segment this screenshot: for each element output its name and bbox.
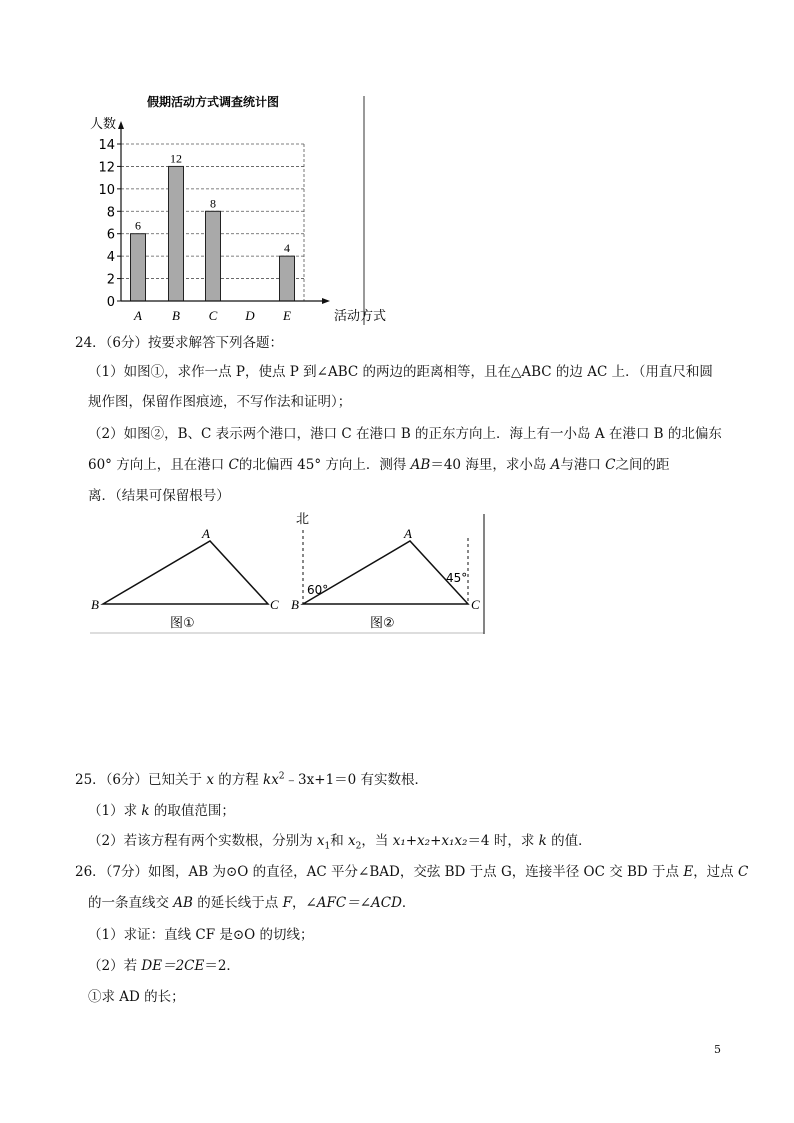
category-label-e: E xyxy=(283,308,291,323)
bar-c xyxy=(206,211,221,301)
q26-line1 xyxy=(75,863,748,881)
q24-var-ab: AB xyxy=(410,457,431,473)
y-tick-label: 10 xyxy=(98,182,115,198)
q26-text: ，过点 xyxy=(693,864,738,880)
q25-text: （1）求 xyxy=(88,803,142,819)
q25-text: 的方程 xyxy=(213,772,264,788)
q25-heading xyxy=(75,771,428,789)
y-tick-label: 14 xyxy=(98,138,115,153)
q24-text: 60° 方向上，且在港口 xyxy=(88,457,229,473)
data-label-b: 12 xyxy=(170,151,182,166)
q26-text: ． xyxy=(401,895,416,911)
q26-var-e: E xyxy=(683,864,694,880)
x-axis-label: 活动方式 xyxy=(334,309,387,324)
y-tick-label: 0 xyxy=(106,295,115,310)
fig2-angle-45: 45° xyxy=(446,571,468,585)
q25-square: 2 xyxy=(278,771,285,782)
data-label-a: 6 xyxy=(135,218,141,233)
fig1-caption: 图① xyxy=(170,616,195,631)
q25-var-x: x xyxy=(316,833,325,849)
q26-text: （2）若 xyxy=(88,958,142,974)
bar-chart xyxy=(0,0,794,330)
q24-part2-line1: （2）如图②，B、C 表示两个港口，港口 C 在港口 B 的正东方向上．海上有一小岛 A 在港口 B 的北偏东 xyxy=(88,426,722,442)
q24-var-c: C xyxy=(228,457,239,473)
q24-part1-line1: （1）如图①，求作一点 P，使点 P 到∠ABC 的两边的距离相等，且在△ABC 的边 AC 上．（用直尺和圆 xyxy=(88,364,713,380)
fig2-label-b: B xyxy=(291,597,299,612)
q26-text: 26．（7分）如图，AB 为⊙O 的直径，AC 平分∠BAD，交弦 BD 于点 G，连接半径 OC 交 BD 于点 xyxy=(75,864,684,880)
category-label-a: A xyxy=(134,308,142,323)
q26-expression: DE＝2CE xyxy=(141,958,205,974)
q24-heading: 24．（6分）按要求解答下列各题： xyxy=(75,335,284,351)
q25-part1 xyxy=(88,802,235,820)
q24-part1-line2: 规作图，保留作图痕迹，不写作法和证明）； xyxy=(88,394,352,410)
fig1-label-a: A xyxy=(202,526,210,541)
q26-line2 xyxy=(88,894,415,912)
q25-text: 的值． xyxy=(546,833,592,849)
q24-var-a: A xyxy=(550,457,561,473)
fig2-label-c: C xyxy=(471,597,480,612)
q24-text: ＝40 海里，求小岛 xyxy=(430,457,551,473)
q26-part2 xyxy=(88,957,240,975)
q25-var-x: x xyxy=(348,833,356,849)
x-axis-arrow xyxy=(322,298,330,304)
y-tick-label: 4 xyxy=(106,250,115,266)
q26-text: 的延长线于点 xyxy=(192,895,283,911)
fig2-angle-60: 60° xyxy=(307,583,329,597)
q25-text: 25．（6分）已知关于 xyxy=(75,772,207,788)
y-tick-label: 8 xyxy=(106,205,115,221)
q24-part2-line3: 离．（结果可保留根号） xyxy=(88,488,230,504)
category-label-d: D xyxy=(245,308,255,323)
q26-var-c: C xyxy=(737,864,749,880)
q26-text: ＝2． xyxy=(204,958,240,974)
q25-text: 的取值范围； xyxy=(149,803,235,819)
fig2-label-a: A xyxy=(404,526,412,541)
q26-angle-eq: ∠AFC＝∠ACD xyxy=(305,895,402,911)
bar-b xyxy=(169,166,184,301)
q26-text: ， xyxy=(291,895,306,911)
q25-text: ，当 xyxy=(361,833,393,849)
y-tick-label: 6 xyxy=(106,227,115,243)
fig2-caption: 图② xyxy=(370,616,395,631)
q25-text: （2）若该方程有两个实数根，分别为 xyxy=(88,833,317,849)
category-label-b: B xyxy=(172,308,180,323)
y-tick-label: 12 xyxy=(98,160,115,176)
q26-var-ab: AB xyxy=(173,895,193,911)
q25-var-k: k xyxy=(141,803,150,819)
y-axis-arrow xyxy=(118,121,124,129)
figures xyxy=(0,510,794,640)
q26-part1: （1）求证：直线 CF 是⊙O 的切线； xyxy=(88,927,314,943)
q24-text: 与港口 xyxy=(560,457,606,473)
bar-e xyxy=(280,256,295,301)
fig1-label-b: B xyxy=(91,597,99,612)
chart-title: 假期活动方式调查统计图 xyxy=(146,95,280,109)
q25-expression: x₁+x₂+x₁x₂ xyxy=(392,833,468,849)
q25-text: ﹣3x+1＝0 有实数根． xyxy=(284,772,429,788)
q25-text: 和 xyxy=(330,833,349,849)
category-label-c: C xyxy=(208,308,218,323)
y-tick-label: 2 xyxy=(106,272,115,288)
page-number: 5 xyxy=(714,1043,721,1056)
q24-text: 之间的距 xyxy=(615,457,670,473)
bar-a xyxy=(131,234,146,301)
q24-text: 的北偏西 45° 方向上．测得 xyxy=(238,457,411,473)
fig2-north-label: 北 xyxy=(296,512,310,527)
fig1-triangle xyxy=(103,541,268,604)
q25-var-x: x xyxy=(206,772,214,788)
q25-var-k: k xyxy=(538,833,547,849)
q24-part2-line2 xyxy=(88,456,670,474)
q26-var-f: F xyxy=(282,895,292,911)
q25-part2 xyxy=(88,832,592,850)
data-label-c: 8 xyxy=(210,196,216,211)
q26-part2-sub1: ①求 AD 的长； xyxy=(88,989,185,1005)
y-axis-label: 人数 xyxy=(90,117,117,132)
q25-text: ＝4 时，求 xyxy=(467,833,539,849)
fig1-label-c: C xyxy=(270,597,279,612)
q25-subscript: 2 xyxy=(355,841,362,852)
data-label-e: 4 xyxy=(284,241,290,256)
q26-text: 的一条直线交 xyxy=(88,895,174,911)
q25-subscript: 1 xyxy=(324,841,331,852)
q25-var-kx: kx xyxy=(263,772,279,788)
q24-var-c: C xyxy=(605,457,616,473)
